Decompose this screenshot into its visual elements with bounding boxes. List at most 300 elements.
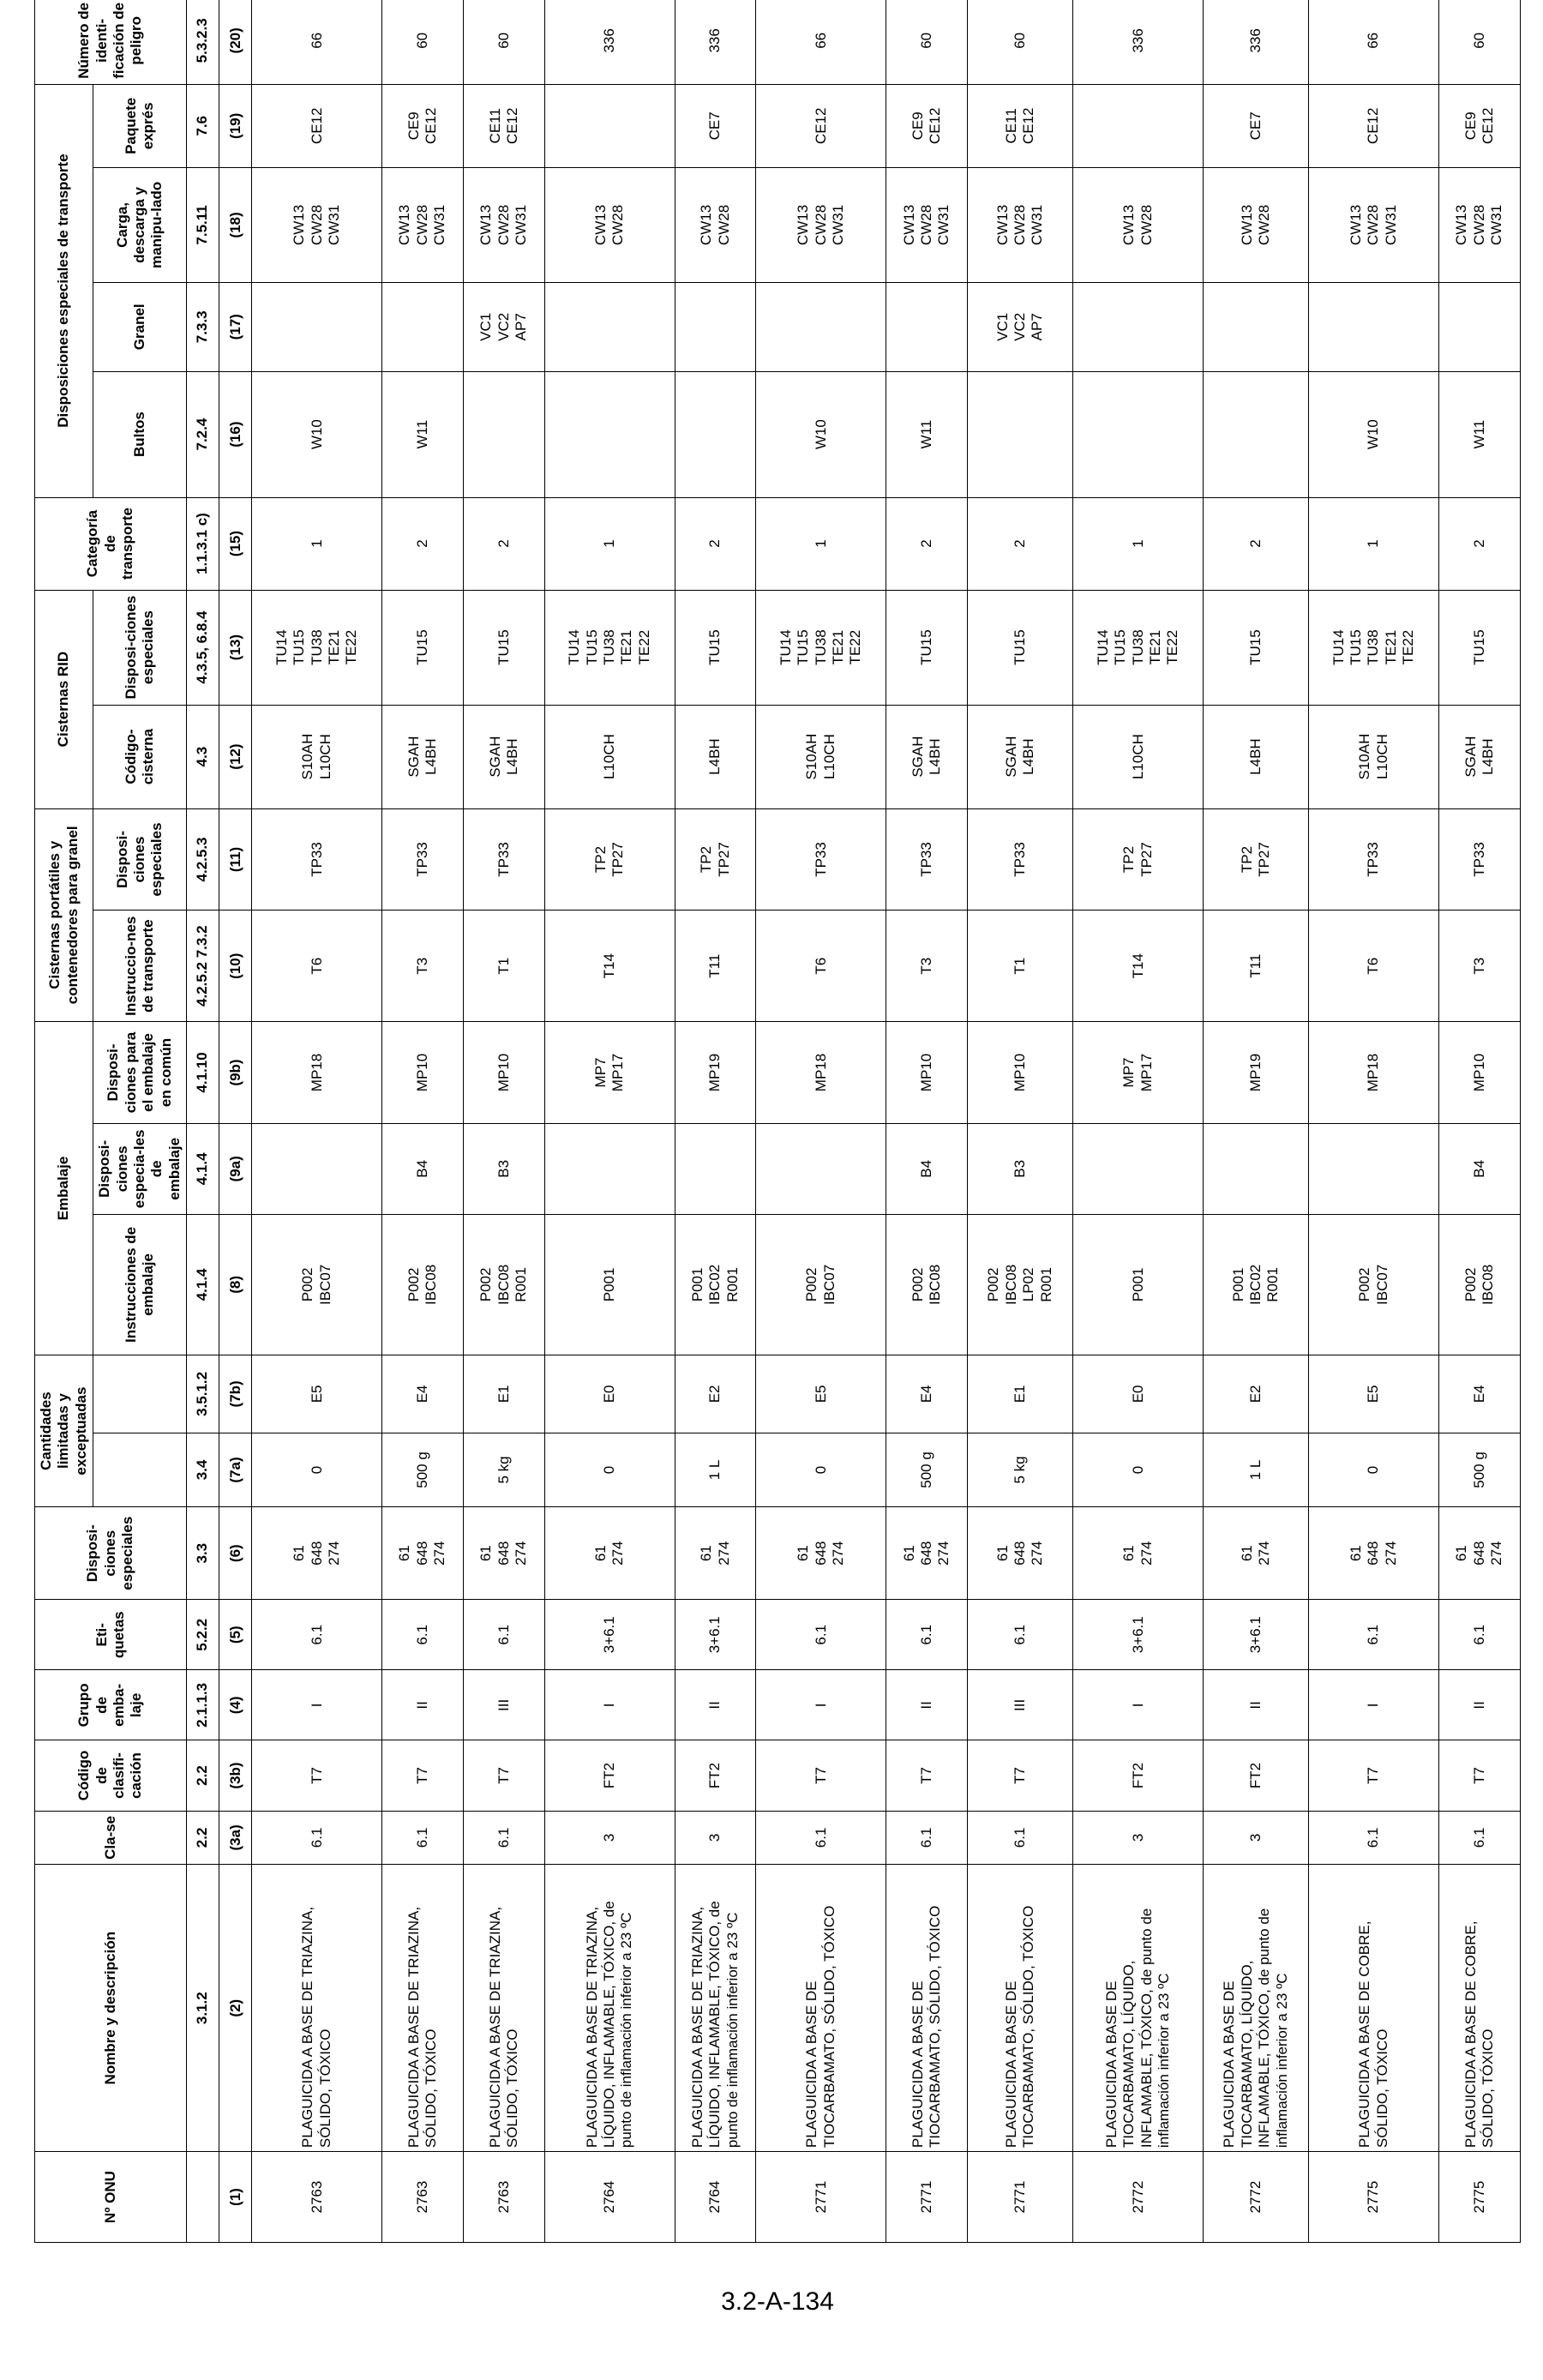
table-row	[544, 0, 675, 2243]
table-cell: 60	[1439, 0, 1521, 84]
table-cell: E1	[968, 1355, 1073, 1433]
table-row	[1073, 0, 1204, 2243]
table-cell: SGAH L4BH	[886, 705, 968, 808]
table-cell: 7.2.4	[187, 371, 219, 497]
table-cell: 60	[886, 0, 968, 84]
table-cell	[1204, 1123, 1309, 1214]
table-cell: I	[252, 1670, 382, 1740]
table-cell: (3b)	[219, 1740, 252, 1811]
table-cell	[1073, 282, 1204, 371]
table-cell: 6.1	[1439, 1600, 1521, 1670]
table-cell: W10	[1309, 371, 1439, 497]
table-cell: P002 IBC08	[382, 1214, 464, 1355]
table-cell: B3	[463, 1123, 544, 1214]
table-cell: 2	[675, 497, 756, 590]
table-cell: (2)	[219, 1865, 252, 2152]
table-cell: T11	[675, 911, 756, 1022]
table-row	[1439, 0, 1521, 2243]
table-cell: T7	[886, 1740, 968, 1811]
table-cell: TU14 TU15 TU38 TE21 TE22	[756, 590, 886, 705]
table-cell: PLAGUICIDA A BASE DE TIOCARBAMATO, LÍQUIDO, INFLAMABLE, TÓXICO, de punto de inflamación inferior a 23 ºC	[1204, 1865, 1309, 2152]
table-cell: 6.1	[252, 1600, 382, 1670]
table-cell: PLAGUICIDA A BASE DE TRIAZINA, LÍQUIDO, INFLAMABLE, TÓXICO, de punto de inflamación inferior a 23 ºC	[675, 1865, 756, 2152]
table-cell: 61 648 274	[1439, 1507, 1521, 1600]
table-cell: P002 IBC08 R001	[463, 1214, 544, 1355]
table-cell: II	[675, 1670, 756, 1740]
table-cell	[382, 282, 464, 371]
table-cell: FT2	[1073, 1740, 1204, 1811]
table-cell: 2	[382, 497, 464, 590]
table-cell: 3.3	[187, 1507, 219, 1600]
table-cell: (3a)	[219, 1811, 252, 1865]
table-cell: T14	[544, 911, 675, 1022]
table-cell: 61 648 274	[382, 1507, 464, 1600]
table-cell: 3	[1073, 1811, 1204, 1865]
table-cell: W11	[886, 371, 968, 497]
table-cell: 3	[544, 1811, 675, 1865]
table-cell: TU14 TU15 TU38 TE21 TE22	[1073, 590, 1204, 705]
table-cell: 3.5.1.2	[187, 1355, 219, 1433]
table-cell: TP33	[1309, 808, 1439, 911]
header-hazard-id: Número de identi-ficación de peligro	[35, 0, 187, 84]
table-cell: 3.4	[187, 1433, 219, 1506]
header-special-provisions: Disposi-ciones especiales	[35, 1507, 187, 1600]
table-cell: TP2 TP27	[1073, 808, 1204, 911]
table-cell: B4	[1439, 1123, 1521, 1214]
table-cell: PLAGUICIDA A BASE DE TRIAZINA, SÓLIDO, TÓXICO	[252, 1865, 382, 2152]
table-cell	[252, 282, 382, 371]
table-cell: 2771	[886, 2152, 968, 2243]
table-cell: (6)	[219, 1507, 252, 1600]
table-cell: 1	[252, 497, 382, 590]
section-ref-row	[187, 0, 219, 2243]
table-row	[1204, 0, 1309, 2243]
table-cell: T3	[886, 911, 968, 1022]
table-cell: (5)	[219, 1600, 252, 1670]
table-cell: T14	[1073, 911, 1204, 1022]
table-cell: (17)	[219, 282, 252, 371]
table-row	[463, 0, 544, 2243]
table-cell: P002 IBC08	[886, 1214, 968, 1355]
table-cell: PLAGUICIDA A BASE DE TRIAZINA, LÍQUIDO, INFLAMABLE, TÓXICO, de punto de inflamación inferior a 23 ºC	[544, 1865, 675, 2152]
table-cell: 2775	[1439, 2152, 1521, 2243]
table-cell: T6	[1309, 911, 1439, 1022]
table-cell: 4.1.4	[187, 1214, 219, 1355]
header-tank-instructions: Instruccio-nes de transporte	[93, 911, 187, 1022]
table-cell: 6.1	[1439, 1811, 1521, 1865]
header-class-code: Código de clasifi-cación	[35, 1740, 187, 1811]
table-cell: 500 g	[1439, 1433, 1521, 1506]
table-cell: (15)	[219, 497, 252, 590]
table-cell: TU15	[463, 590, 544, 705]
table-cell: 6.1	[463, 1811, 544, 1865]
table-cell: II	[886, 1670, 968, 1740]
table-cell: P002 IBC08 LP02 R001	[968, 1214, 1073, 1355]
table-cell: MP18	[756, 1022, 886, 1124]
header-tank-code: Código-cisterna	[93, 705, 187, 808]
header-packaging: Embalaje	[35, 1022, 93, 1355]
table-cell: 6.1	[1309, 1600, 1439, 1670]
table-cell: FT2	[544, 1740, 675, 1811]
table-cell: 66	[756, 0, 886, 84]
table-cell: (7a)	[219, 1433, 252, 1506]
table-cell: P002 IBC07	[756, 1214, 886, 1355]
table-cell: SGAH L4BH	[1439, 705, 1521, 808]
table-cell: 1	[1073, 497, 1204, 590]
table-cell: II	[382, 1670, 464, 1740]
table-cell: CE9 CE12	[886, 84, 968, 167]
header-special-packing: Disposi-ciones especia-les de embalaje	[93, 1123, 187, 1214]
table-cell: T7	[968, 1740, 1073, 1811]
table-cell: 2771	[756, 2152, 886, 2243]
table-cell: PLAGUICIDA A BASE DE TIOCARBAMATO, SÓLIDO, TÓXICO	[968, 1865, 1073, 2152]
table-cell	[544, 1123, 675, 1214]
table-cell: 3	[675, 1811, 756, 1865]
table-cell: 3+6.1	[1073, 1600, 1204, 1670]
table-cell	[544, 282, 675, 371]
table-cell: TP33	[886, 808, 968, 911]
table-cell: VC1 VC2 AP7	[968, 282, 1073, 371]
table-cell: CW13 CW28 CW31	[756, 167, 886, 282]
table-cell: T3	[1439, 911, 1521, 1022]
table-cell: 1	[756, 497, 886, 590]
table-cell	[463, 371, 544, 497]
table-cell: TP33	[756, 808, 886, 911]
table-cell: L4BH	[675, 705, 756, 808]
header-packing-group: Grupo de emba-laje	[35, 1670, 187, 1740]
table-cell: (18)	[219, 167, 252, 282]
table-cell: 4.2.5.2 7.3.2	[187, 911, 219, 1022]
table-cell: (12)	[219, 705, 252, 808]
table-cell: E0	[1073, 1355, 1204, 1433]
page-number: 3.2-A-134	[721, 2287, 834, 2316]
table-cell	[675, 282, 756, 371]
table-cell: E2	[1204, 1355, 1309, 1433]
table-cell: CW13 CW28	[1073, 167, 1204, 282]
table-cell: CE11 CE12	[968, 84, 1073, 167]
table-cell: TP33	[463, 808, 544, 911]
table-cell: 4.1.10	[187, 1022, 219, 1124]
table-cell: VC1 VC2 AP7	[463, 282, 544, 371]
table-row	[1309, 0, 1439, 2243]
table-cell: 61 648 274	[968, 1507, 1073, 1600]
table-row	[252, 0, 382, 2243]
table-cell: T7	[1309, 1740, 1439, 1811]
table-cell: 0	[1309, 1433, 1439, 1506]
table-cell: E5	[252, 1355, 382, 1433]
table-cell	[1439, 282, 1521, 371]
table-cell: MP10	[463, 1022, 544, 1124]
table-cell: L10CH	[544, 705, 675, 808]
table-cell: MP19	[675, 1022, 756, 1124]
table-cell: (9a)	[219, 1123, 252, 1214]
table-cell: E5	[1309, 1355, 1439, 1433]
table-cell: 6.1	[968, 1811, 1073, 1865]
table-cell: TP33	[968, 808, 1073, 911]
header-portable-tanks: Cisternas portátiles y contenedores para granel	[35, 808, 93, 1021]
table-cell: (9b)	[219, 1022, 252, 1124]
header-class: Cla-se	[35, 1811, 187, 1865]
table-cell: P001 IBC02 R001	[675, 1214, 756, 1355]
table-cell: E4	[1439, 1355, 1521, 1433]
table-cell: (19)	[219, 84, 252, 167]
table-cell	[544, 371, 675, 497]
table-cell: MP7 MP17	[544, 1022, 675, 1124]
table-cell: 6.1	[1309, 1811, 1439, 1865]
table-cell: TU15	[1204, 590, 1309, 705]
table-cell: T7	[756, 1740, 886, 1811]
table-cell: II	[1204, 1670, 1309, 1740]
table-cell: P002 IBC07	[252, 1214, 382, 1355]
table-cell: TU14 TU15 TU38 TE21 TE22	[252, 590, 382, 705]
table-cell	[968, 371, 1073, 497]
table-cell: MP10	[382, 1022, 464, 1124]
table-cell: TU15	[1439, 590, 1521, 705]
table-cell	[1309, 1123, 1439, 1214]
header-blank-7b	[93, 1355, 187, 1433]
header-rid-tanks: Cisternas RID	[35, 590, 93, 808]
table-cell: III	[463, 1670, 544, 1740]
table-cell: 5.3.2.3	[187, 0, 219, 84]
table-cell: T7	[463, 1740, 544, 1811]
table-cell: TU15	[886, 590, 968, 705]
table-cell: CW13 CW28 CW31	[382, 167, 464, 282]
table-row	[886, 0, 968, 2243]
table-cell: CE11 CE12	[463, 84, 544, 167]
table-cell	[1204, 282, 1309, 371]
table-cell: 61 274	[544, 1507, 675, 1600]
table-cell: CE12	[252, 84, 382, 167]
table-cell: 6.1	[756, 1600, 886, 1670]
table-cell: 3+6.1	[1204, 1600, 1309, 1670]
table-cell: MP19	[1204, 1022, 1309, 1124]
table-row	[675, 0, 756, 2243]
table-cell: CE9 CE12	[1439, 84, 1521, 167]
table-cell: 6.1	[382, 1600, 464, 1670]
table-cell: 4.2.5.3	[187, 808, 219, 911]
dangerous-goods-table	[34, 0, 1521, 2243]
table-cell: 7.3.3	[187, 282, 219, 371]
table-cell	[1073, 371, 1204, 497]
table-cell: TU15	[968, 590, 1073, 705]
table-cell	[252, 1123, 382, 1214]
table-cell: TU15	[382, 590, 464, 705]
table-cell: E0	[544, 1355, 675, 1433]
table-cell: 3	[1204, 1811, 1309, 1865]
header-express: Paquete exprés	[93, 84, 187, 167]
table-cell: FT2	[1204, 1740, 1309, 1811]
table-cell	[675, 371, 756, 497]
table-cell: 66	[1309, 0, 1439, 84]
table-cell: III	[968, 1670, 1073, 1740]
table-cell: CE7	[675, 84, 756, 167]
table-cell	[1204, 371, 1309, 497]
table-cell: P001 IBC02 R001	[1204, 1214, 1309, 1355]
table-cell: T6	[252, 911, 382, 1022]
table-cell	[1073, 84, 1204, 167]
table-cell: 2.1.1.3	[187, 1670, 219, 1740]
header-limited-qty: Cantidades limitadas y exceptuadas	[35, 1355, 93, 1507]
table-cell: TU14 TU15 TU38 TE21 TE22	[544, 590, 675, 705]
table-cell: II	[1439, 1670, 1521, 1740]
table-cell: CW13 CW28	[544, 167, 675, 282]
table-cell: 2772	[1073, 2152, 1204, 2243]
table-cell: 61 274	[1073, 1507, 1204, 1600]
table-cell: 500 g	[382, 1433, 464, 1506]
table-cell: 5.2.2	[187, 1600, 219, 1670]
table-cell: 60	[968, 0, 1073, 84]
table-cell: CW13 CW28 CW31	[1309, 167, 1439, 282]
table-cell: TU15	[675, 590, 756, 705]
table-cell: 0	[1073, 1433, 1204, 1506]
table-cell: MP18	[1309, 1022, 1439, 1124]
table-cell: 61 648 274	[756, 1507, 886, 1600]
column-number-row	[219, 0, 252, 2243]
table-cell: 6.1	[252, 1811, 382, 1865]
table-cell: 4.1.4	[187, 1123, 219, 1214]
table-cell: MP10	[968, 1022, 1073, 1124]
table-cell: 500 g	[886, 1433, 968, 1506]
table-cell: B3	[968, 1123, 1073, 1214]
table-cell: SGAH L4BH	[382, 705, 464, 808]
table-cell: 61 274	[1204, 1507, 1309, 1600]
table-cell: T3	[382, 911, 464, 1022]
table-cell: 1 L	[675, 1433, 756, 1506]
table-cell	[187, 2152, 219, 2243]
table-cell: 0	[252, 1433, 382, 1506]
table-cell: TP33	[252, 808, 382, 911]
table-cell: 66	[252, 0, 382, 84]
table-row	[968, 0, 1073, 2243]
table-cell	[544, 84, 675, 167]
header-transport-category: Categoría de transporte	[35, 497, 187, 590]
table-row	[756, 0, 886, 2243]
table-cell: CE12	[1309, 84, 1439, 167]
table-cell: 2764	[675, 2152, 756, 2243]
header-packages: Bultos	[93, 371, 187, 497]
table-cell: PLAGUICIDA A BASE DE COBRE, SÓLIDO, TÓXICO	[1439, 1865, 1521, 2152]
table-cell: 1	[1309, 497, 1439, 590]
table-cell: MP10	[886, 1022, 968, 1124]
table-cell: I	[1073, 1670, 1204, 1740]
table-cell: TP33	[1439, 808, 1521, 911]
table-cell: 336	[1204, 0, 1309, 84]
header-mixed-packing: Disposi-ciones para el embalaje en común	[93, 1022, 187, 1124]
table-cell: CW13 CW28	[675, 167, 756, 282]
table-cell: TP33	[382, 808, 464, 911]
table-cell: CE12	[756, 84, 886, 167]
table-cell: 61 648 274	[463, 1507, 544, 1600]
table-cell	[1309, 282, 1439, 371]
table-cell: 7.5.11	[187, 167, 219, 282]
table-cell: S10AH L10CH	[252, 705, 382, 808]
table-cell: T1	[968, 911, 1073, 1022]
table-cell: 1	[544, 497, 675, 590]
table-cell: (10)	[219, 911, 252, 1022]
table-cell: W10	[252, 371, 382, 497]
table-cell: 1 L	[1204, 1433, 1309, 1506]
table-cell: 2	[886, 497, 968, 590]
table-cell: 4.3	[187, 705, 219, 808]
table-cell: 336	[1073, 0, 1204, 84]
table-cell: W11	[382, 371, 464, 497]
table-cell: P001	[544, 1214, 675, 1355]
table-cell: CE7	[1204, 84, 1309, 167]
table-cell: 2	[968, 497, 1073, 590]
table-cell: 2.2	[187, 1811, 219, 1865]
table-cell: 2763	[382, 2152, 464, 2243]
table-cell: P002 IBC07	[1309, 1214, 1439, 1355]
table-cell: MP7 MP17	[1073, 1022, 1204, 1124]
table-cell: CW13 CW28 CW31	[463, 167, 544, 282]
table-cell	[886, 282, 968, 371]
header-labels: Eti-quetas	[35, 1600, 187, 1670]
table-cell: 2	[463, 497, 544, 590]
header-un-no: Nº ONU	[35, 2152, 187, 2243]
table-cell: 2	[1439, 497, 1521, 590]
header-packing-instructions: Instrucciones de embalaje	[93, 1214, 187, 1355]
table-cell: PLAGUICIDA A BASE DE TIOCARBAMATO, SÓLIDO, TÓXICO	[756, 1865, 886, 2152]
table-cell: MP10	[1439, 1022, 1521, 1124]
table-cell: PLAGUICIDA A BASE DE TIOCARBAMATO, LÍQUIDO, INFLAMABLE, TÓXICO, de punto de inflamación inferior a 23 ºC	[1073, 1865, 1204, 2152]
table-cell: PLAGUICIDA A BASE DE TRIAZINA, SÓLIDO, TÓXICO	[382, 1865, 464, 2152]
table-cell: CW13 CW28 CW31	[968, 167, 1073, 282]
table-cell: (7b)	[219, 1355, 252, 1433]
table-cell: E4	[382, 1355, 464, 1433]
table-cell: (16)	[219, 371, 252, 497]
table-cell: 2771	[968, 2152, 1073, 2243]
table-cell: 3+6.1	[675, 1600, 756, 1670]
table-cell: PLAGUICIDA A BASE DE COBRE, SÓLIDO, TÓXICO	[1309, 1865, 1439, 2152]
table-cell: T7	[252, 1740, 382, 1811]
table-cell: 61 648 274	[1309, 1507, 1439, 1600]
header-rid-provisions: Disposi-ciones especiales	[93, 590, 187, 705]
table-cell	[675, 1123, 756, 1214]
table-cell: E4	[886, 1355, 968, 1433]
table-cell: S10AH L10CH	[1309, 705, 1439, 808]
table-cell: 336	[675, 0, 756, 84]
table-cell: 6.1	[886, 1811, 968, 1865]
table-cell: I	[1309, 1670, 1439, 1740]
table-cell: W11	[1439, 371, 1521, 497]
table-cell: (20)	[219, 0, 252, 84]
table-cell: MP18	[252, 1022, 382, 1124]
table-cell: 336	[544, 0, 675, 84]
header-special-transport: Disposiciones especiales de transporte	[35, 84, 93, 497]
table-cell: TP2 TP27	[1204, 808, 1309, 911]
header-name: Nombre y descripción	[35, 1865, 187, 2152]
header-blank-7a	[93, 1433, 187, 1506]
table-cell: L10CH	[1073, 705, 1204, 808]
table-cell: 6.1	[463, 1600, 544, 1670]
table-cell: 60	[382, 0, 464, 84]
table-cell: (11)	[219, 808, 252, 911]
table-cell: 3.1.2	[187, 1865, 219, 2152]
table-cell: CW13 CW28 CW31	[886, 167, 968, 282]
table-cell: SGAH L4BH	[968, 705, 1073, 808]
table-cell: PLAGUICIDA A BASE DE TIOCARBAMATO, SÓLIDO, TÓXICO	[886, 1865, 968, 2152]
table-cell: E5	[756, 1355, 886, 1433]
table-cell: P002 IBC08	[1439, 1214, 1521, 1355]
table-cell: SGAH L4BH	[463, 705, 544, 808]
table-cell: W10	[756, 371, 886, 497]
table-cell: B4	[886, 1123, 968, 1214]
table-cell: T7	[1439, 1740, 1521, 1811]
table-cell: 4.3.5, 6.8.4	[187, 590, 219, 705]
table-cell: P001	[1073, 1214, 1204, 1355]
table-cell: 2763	[463, 2152, 544, 2243]
table-cell: T1	[463, 911, 544, 1022]
